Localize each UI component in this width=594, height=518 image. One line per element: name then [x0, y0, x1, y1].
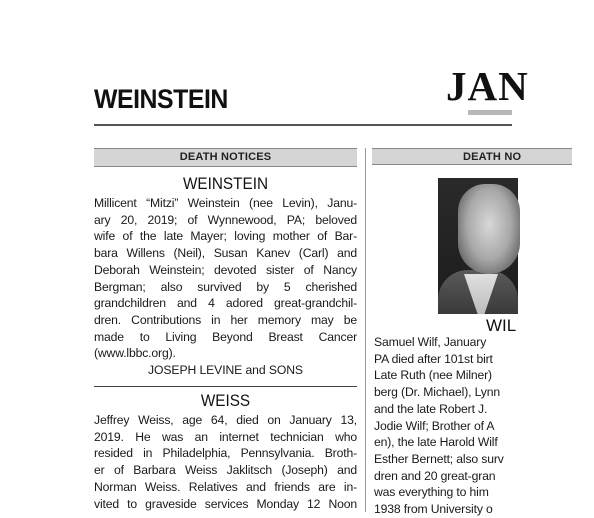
- obituary-line: Jeffrey Weiss, age 64, died on January 13,: [94, 413, 357, 428]
- obituary-line: PA died after 101st birt: [374, 351, 493, 366]
- obituary-line: 1938 from University o: [374, 502, 493, 517]
- obituary-line: Late Ruth (nee Milner): [374, 368, 492, 383]
- obituary-body: [94, 195, 357, 362]
- section-title-right: JAN: [446, 63, 529, 109]
- section-heading: DEATH NOTICES: [94, 148, 357, 167]
- obituary-line: bara Willens (Neil), Susan Kanev (Carl) and: [94, 246, 357, 261]
- obituary-line: (www.lbbc.org).: [94, 346, 176, 361]
- obituary-line: was everything to him: [374, 485, 489, 500]
- obituary-line: ary 20, 2019; of Wynnewood, PA; beloved: [94, 212, 357, 227]
- obituary-line: berg (Dr. Michael), Lynn: [374, 385, 500, 400]
- obituary-line: en), the late Harold Wilf: [374, 435, 498, 450]
- obituary-line: Millicent “Mitzi” Weinstein (nee Levin), Janu-: [94, 196, 357, 210]
- obituary-line: made to Living Beyond Breast Cancer: [94, 329, 357, 344]
- page-title: WEINSTEIN: [94, 84, 228, 114]
- obituary-line: Bergman; also survived by 5 cherished: [94, 279, 357, 294]
- obituary-line: 2019. He was an internet technician who: [94, 429, 357, 444]
- obituary-name: WIL: [486, 316, 517, 335]
- obituary-line: wife of the late Mayer; loving mother of Bar-: [94, 229, 357, 244]
- funeral-home: JOSEPH LEVINE and SONS: [148, 363, 303, 378]
- obituary-line: Jodie Wilf; Brother of A: [374, 418, 495, 433]
- obituary-line: and the late Robert J.: [374, 401, 488, 416]
- obituary-divider: [94, 386, 357, 387]
- section-heading: DEATH NO: [372, 148, 572, 165]
- obituary-line: er of Barbara Weiss Jaklitsch (Joseph) and: [94, 463, 357, 478]
- obituary-line: dren. Contributions in her memory may be: [94, 312, 357, 327]
- obituary-body: [94, 412, 357, 512]
- left-column: [94, 148, 357, 512]
- right-column: [372, 148, 522, 517]
- column-divider: [365, 148, 366, 512]
- portrait-photo: [438, 178, 518, 314]
- obituary-line: resided in Philadelphia, Pennsylvania. Broth-: [94, 446, 357, 461]
- obituary-line: Samuel Wilf, January: [374, 335, 487, 349]
- header-underbar: [468, 110, 512, 115]
- obituary-name: WEISS: [200, 391, 251, 411]
- obituary-weiss: [94, 392, 357, 512]
- obituary-line: Esther Bernett; also surv: [374, 451, 504, 466]
- obituary-line: Norman Weiss. Relatives and friends are in-: [94, 479, 357, 494]
- header-rule: [94, 124, 512, 126]
- obituary-name: WEINSTEIN: [182, 174, 268, 193]
- obituary-body: [374, 334, 594, 518]
- obituary-line: dren and 20 great-gran: [374, 468, 496, 483]
- photo-head: [458, 184, 520, 274]
- obituary-line: Deborah Weinstein; devoted sister of Nancy: [94, 262, 357, 277]
- obituary-line: vited to graveside services Monday 12 Noon: [94, 496, 357, 511]
- obituary-weinstein: [94, 175, 357, 387]
- obituary-line: grandchildren and 4 adored great-grandchil-: [94, 296, 357, 311]
